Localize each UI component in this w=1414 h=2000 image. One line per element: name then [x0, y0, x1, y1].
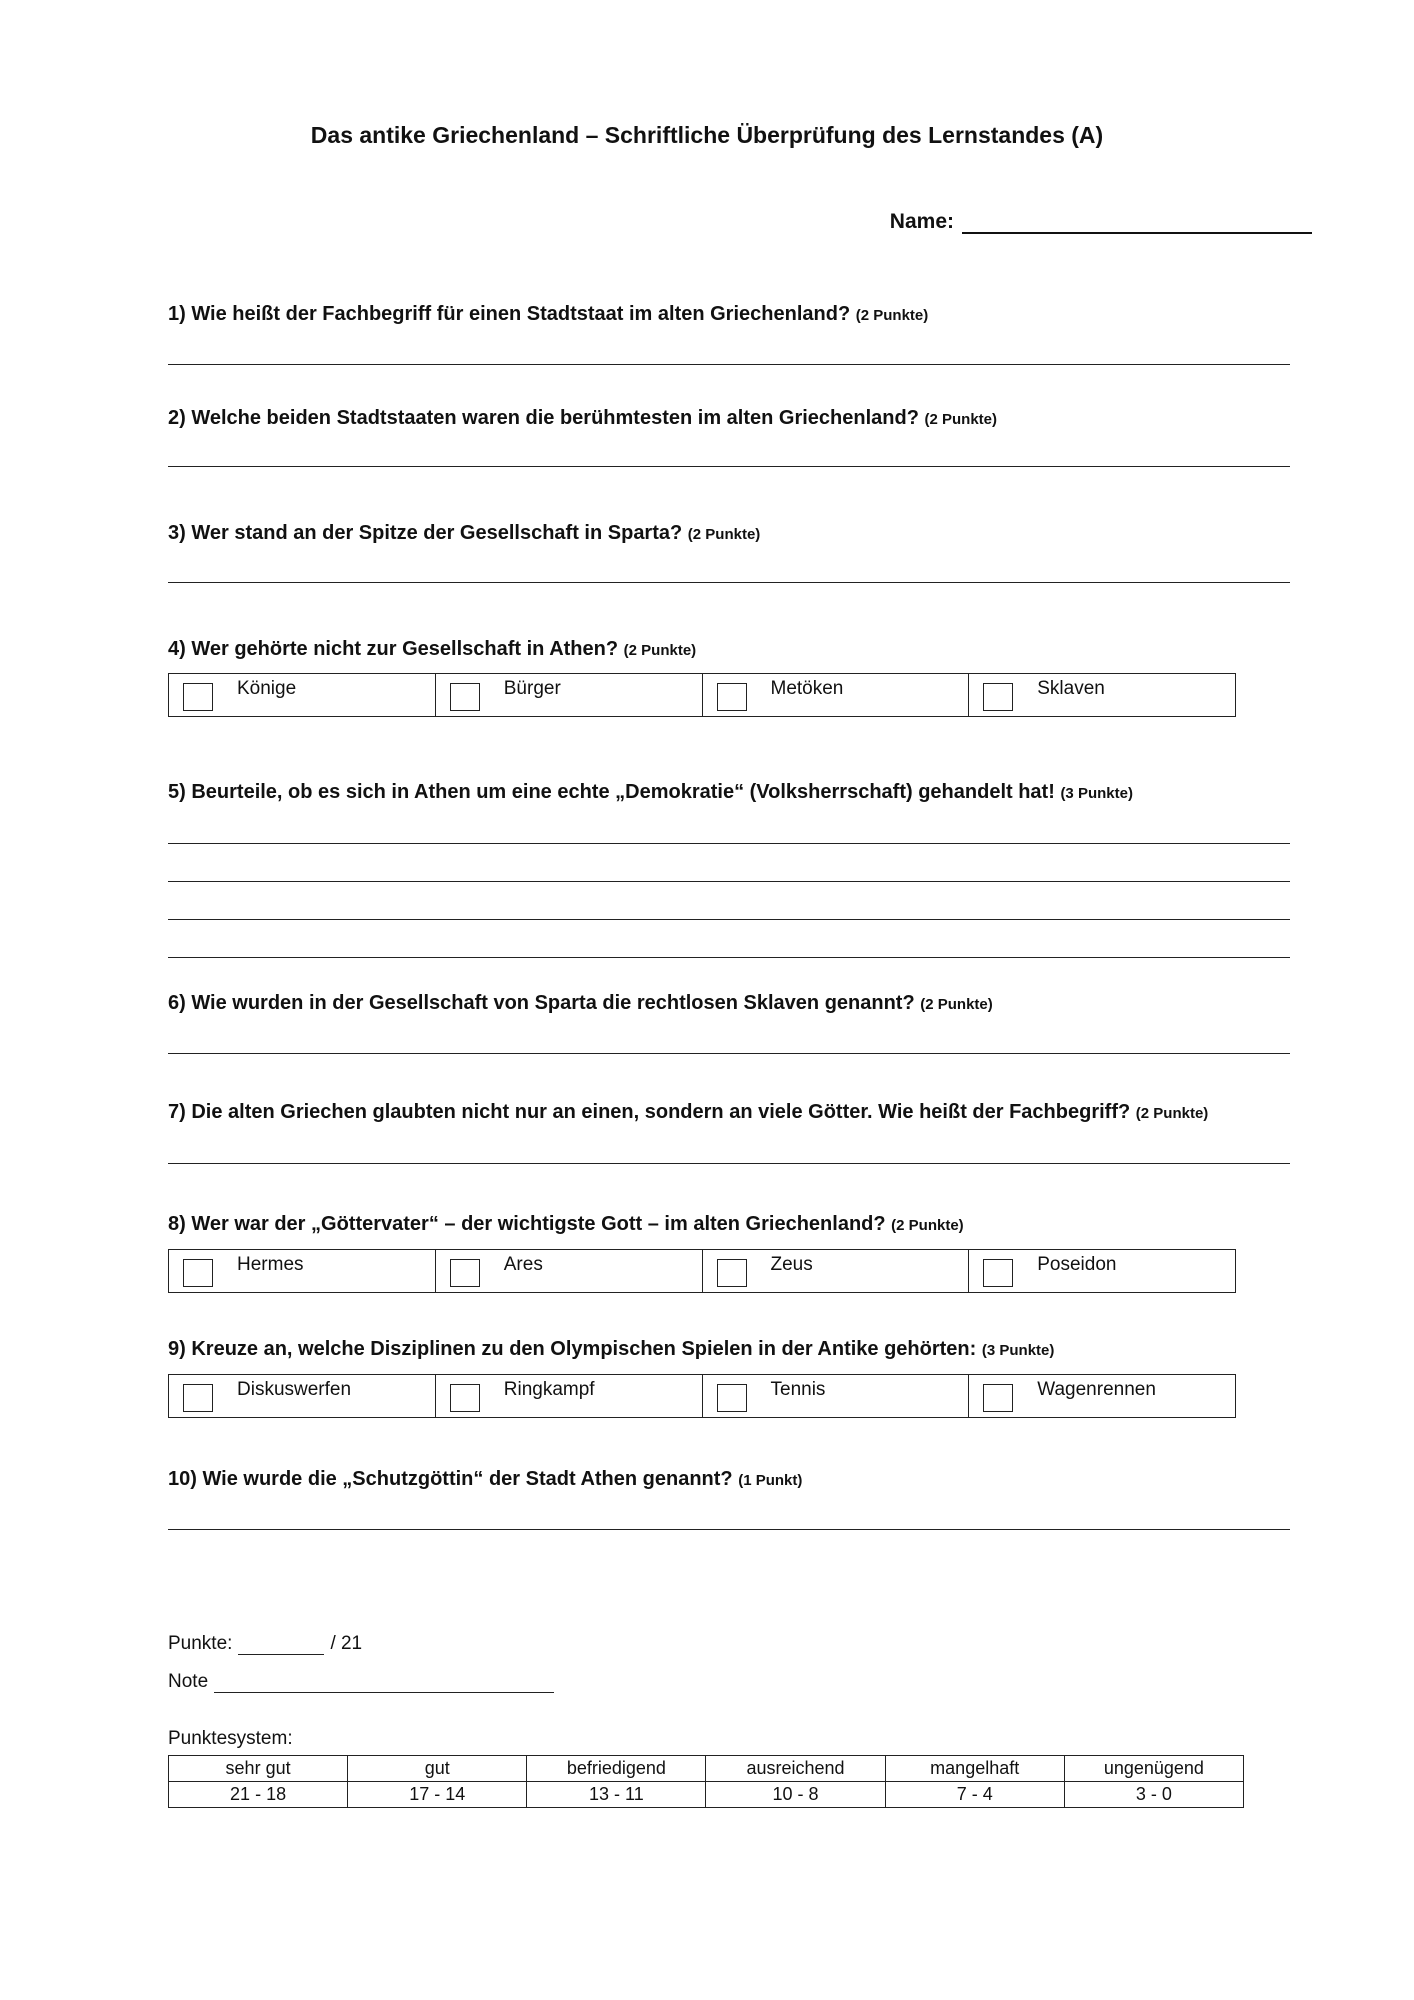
name-field-row — [890, 210, 1312, 234]
question-2-points: (2 Punkte) — [924, 411, 998, 428]
question-4-options — [168, 673, 1236, 717]
checkbox[interactable] — [183, 1259, 213, 1287]
answer-line-1[interactable] — [168, 364, 1290, 365]
question-9-text: 9) Kreuze an, welche Disziplinen zu den Olympischen Spielen in der Antike gehörten: — [168, 1338, 977, 1360]
scale-label: Punktesystem: — [168, 1728, 293, 1749]
question-1-text: 1) Wie heißt der Fachbegriff für einen Stadtstaat im alten Griechenland? — [168, 303, 851, 325]
question-7-points: (2 Punkte) — [1135, 1105, 1209, 1122]
grade-cell: sehr gut — [169, 1756, 348, 1782]
page-title: Das antike Griechenland – Schriftliche Überprüfung des Lernstandes (A) — [310, 122, 1104, 148]
question-1-points: (2 Punkte) — [855, 307, 929, 324]
name-label: Name: — [889, 210, 954, 233]
option-buerger[interactable]: Bürger — [436, 674, 703, 716]
option-koenige[interactable]: Könige — [169, 674, 436, 716]
range-cell: 17 - 14 — [348, 1782, 527, 1808]
range-cell: 10 - 8 — [706, 1782, 885, 1808]
grade-label: Note — [168, 1671, 209, 1692]
option-zeus[interactable]: Zeus — [703, 1250, 970, 1292]
question-8-options — [168, 1249, 1236, 1293]
checkbox[interactable] — [717, 1259, 747, 1287]
question-7-text: 7) Die alten Griechen glaubten nicht nur an einen, sondern an viele Götter. Wie heißt der Fachbegriff? — [168, 1101, 1131, 1123]
score-label: Punkte: — [168, 1633, 233, 1654]
grade-cell: gut — [348, 1756, 527, 1782]
grade-cell: ungenügend — [1064, 1756, 1243, 1782]
score-input-line[interactable] — [238, 1636, 324, 1655]
option-metoeken[interactable]: Metöken — [703, 674, 970, 716]
question-9-options — [168, 1374, 1236, 1418]
option-ringkampf[interactable]: Ringkampf — [436, 1375, 703, 1417]
question-8-text: 8) Wer war der „Göttervater“ – der wichtigste Gott – im alten Griechenland? — [168, 1213, 886, 1235]
grade-cell: ausreichend — [706, 1756, 885, 1782]
checkbox[interactable] — [450, 1259, 480, 1287]
checkbox[interactable] — [450, 1384, 480, 1412]
question-5-points: (3 Punkte) — [1060, 785, 1133, 802]
checkbox[interactable] — [183, 1384, 213, 1412]
question-6-text: 6) Wie wurden in der Gesellschaft von Sparta die rechtlosen Sklaven genannt? — [168, 992, 915, 1014]
range-cell: 21 - 18 — [169, 1782, 348, 1808]
option-diskuswerfen[interactable]: Diskuswerfen — [169, 1375, 436, 1417]
answer-line-6[interactable] — [168, 1053, 1290, 1054]
name-input-line[interactable] — [962, 210, 1312, 234]
option-hermes[interactable]: Hermes — [169, 1250, 436, 1292]
answer-line-7[interactable] — [168, 1163, 1290, 1164]
option-ares[interactable]: Ares — [436, 1250, 703, 1292]
option-poseidon[interactable]: Poseidon — [969, 1250, 1235, 1292]
question-4-text: 4) Wer gehörte nicht zur Gesellschaft in Athen? — [168, 638, 619, 660]
question-4-points: (2 Punkte) — [623, 642, 697, 659]
checkbox[interactable] — [183, 683, 213, 711]
question-5 — [168, 781, 1133, 804]
question-3 — [168, 522, 760, 545]
question-10 — [168, 1468, 802, 1491]
question-6-points: (2 Punkte) — [920, 996, 993, 1013]
question-10-points: (1 Punkt) — [738, 1472, 803, 1489]
question-9-points: (3 Punkte) — [981, 1342, 1055, 1359]
checkbox[interactable] — [450, 683, 480, 711]
question-8 — [168, 1213, 964, 1236]
score-row — [168, 1633, 362, 1655]
answer-line-5c[interactable] — [168, 919, 1290, 920]
question-5-text: 5) Beurteile, ob es sich in Athen um eine echte „Demokratie“ (Volksherrschaft) gehandelt hat! — [168, 781, 1055, 803]
table-row — [169, 1782, 1244, 1808]
question-7 — [168, 1101, 1208, 1124]
option-wagenrennen[interactable]: Wagenrennen — [969, 1375, 1235, 1417]
question-9 — [168, 1338, 1054, 1361]
answer-line-5d[interactable] — [168, 957, 1290, 958]
checkbox[interactable] — [717, 1384, 747, 1412]
grade-row — [168, 1671, 554, 1693]
checkbox[interactable] — [983, 683, 1013, 711]
answer-line-3[interactable] — [168, 582, 1290, 583]
table-row — [169, 1756, 1244, 1782]
question-2-text: 2) Welche beiden Stadtstaaten waren die berühmtesten im alten Griechenland? — [168, 407, 919, 429]
answer-line-2[interactable] — [168, 466, 1290, 467]
question-3-points: (2 Punkte) — [687, 526, 761, 543]
score-total: / 21 — [330, 1633, 363, 1654]
option-sklaven[interactable]: Sklaven — [969, 674, 1235, 716]
range-cell: 3 - 0 — [1064, 1782, 1243, 1808]
answer-line-10[interactable] — [168, 1529, 1290, 1530]
question-6 — [168, 992, 993, 1015]
checkbox[interactable] — [983, 1384, 1013, 1412]
answer-line-5a[interactable] — [168, 843, 1290, 844]
range-cell: 13 - 11 — [527, 1782, 706, 1808]
question-1 — [168, 303, 928, 326]
grade-cell: befriedigend — [527, 1756, 706, 1782]
question-8-points: (2 Punkte) — [891, 1217, 964, 1234]
grade-input-line[interactable] — [214, 1674, 554, 1693]
option-tennis[interactable]: Tennis — [703, 1375, 970, 1417]
question-2 — [168, 407, 997, 430]
question-10-text: 10) Wie wurde die „Schutzgöttin“ der Stadt Athen genannt? — [168, 1468, 733, 1490]
answer-line-5b[interactable] — [168, 881, 1290, 882]
question-3-text: 3) Wer stand an der Spitze der Gesellschaft in Sparta? — [168, 522, 683, 544]
range-cell: 7 - 4 — [885, 1782, 1064, 1808]
checkbox[interactable] — [717, 683, 747, 711]
grading-scale-table — [168, 1755, 1244, 1808]
grade-cell: mangelhaft — [885, 1756, 1064, 1782]
question-4 — [168, 638, 696, 661]
checkbox[interactable] — [983, 1259, 1013, 1287]
